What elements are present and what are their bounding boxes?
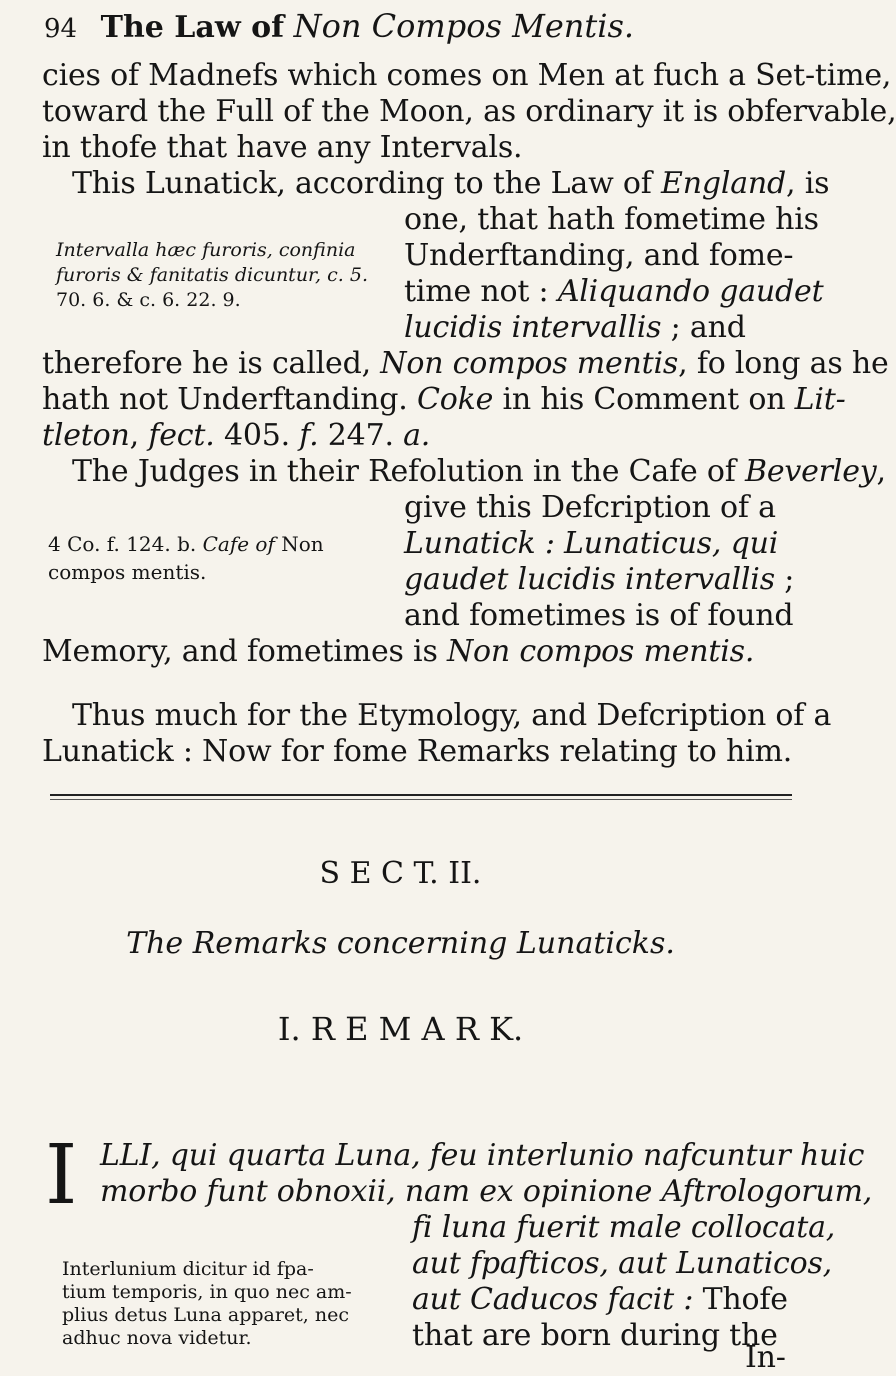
remark-line: LLI, qui quarta Luna, feu interlunio nafcuntur huic	[100, 1138, 865, 1173]
section-heading: S E C T. II.	[319, 856, 482, 891]
body-line: time not : Aliquando gaudet	[404, 274, 824, 309]
body-line: cies of Madnefs which comes on Men at fuch a Set-time,	[42, 58, 892, 93]
body-line: in thofe that have any Intervals.	[42, 130, 523, 165]
body-line: toward the Full of the Moon, as ordinary it is obfervable,	[42, 94, 896, 129]
body-line: lucidis intervallis ; and	[404, 310, 746, 345]
place-name: England	[661, 166, 787, 201]
drop-cap: I	[45, 1128, 78, 1223]
margin-note-intervalla: Intervalla hæc furoris, confinia furoris & fanitatis dicuntur, c. 5. 70. 6. & c. 6. 22. 9.	[56, 239, 368, 311]
remark-line: morbo funt obnoxii, nam ex opinione Aftrologorum,	[100, 1174, 873, 1209]
body-line: Memory, and fometimes is Non compos mentis.	[42, 634, 755, 669]
section-divider	[50, 794, 792, 800]
body-line: one, that hath fometime his	[404, 202, 819, 237]
page-number: 94	[44, 14, 78, 44]
body-line: Lunatick : Now for fome Remarks relating to him.	[42, 734, 793, 769]
remark-heading: I. R E M A R K.	[277, 1010, 524, 1048]
catchword: In-	[745, 1340, 786, 1375]
body-line: give this Defcription of a	[404, 490, 776, 525]
margin-note-interlunium: Interlunium dicitur id fpa- tium temporis, in quo nec am- plius detus Luna apparet, nec adhuc nova videtur.	[62, 1258, 352, 1349]
remark-line: aut Caducos facit : Thofe	[412, 1282, 788, 1317]
running-header	[44, 6, 634, 49]
running-title-blackletter: The Law of	[100, 10, 285, 45]
body-line: Lunatick : Lunaticus, qui	[404, 526, 779, 561]
body-line: therefore he is called, Non compos mentis, fo long as he	[42, 346, 889, 381]
body-line: gaudet lucidis intervallis ;	[404, 562, 795, 597]
remark-line: fi luna fuerit male collocata,	[412, 1210, 836, 1245]
body-line: Underftanding, and fome-	[404, 238, 794, 273]
body-line: tleton, fect. 405. f. 247. a.	[42, 418, 431, 453]
remark-line: that are born during the	[412, 1318, 778, 1353]
body-line: and fometimes is of found	[404, 598, 794, 633]
body-line: This Lunatick, according to the Law of England, is	[72, 166, 830, 201]
remark-line: aut fpafticos, aut Lunaticos,	[412, 1246, 832, 1281]
running-title-italic: Non Compos Mentis.	[293, 7, 635, 45]
body-line: Thus much for the Etymology, and Defcription of a	[72, 698, 832, 733]
margin-note-case: 4 Co. f. 124. b. Cafe of Non compos mentis.	[48, 532, 324, 584]
body-line: The Judges in their Refolution in the Cafe of Beverley,	[72, 454, 886, 489]
section-subtitle: The Remarks concerning Lunaticks.	[126, 926, 675, 961]
body-line: hath not Underftanding. Coke in his Comment on Lit-	[42, 382, 846, 417]
